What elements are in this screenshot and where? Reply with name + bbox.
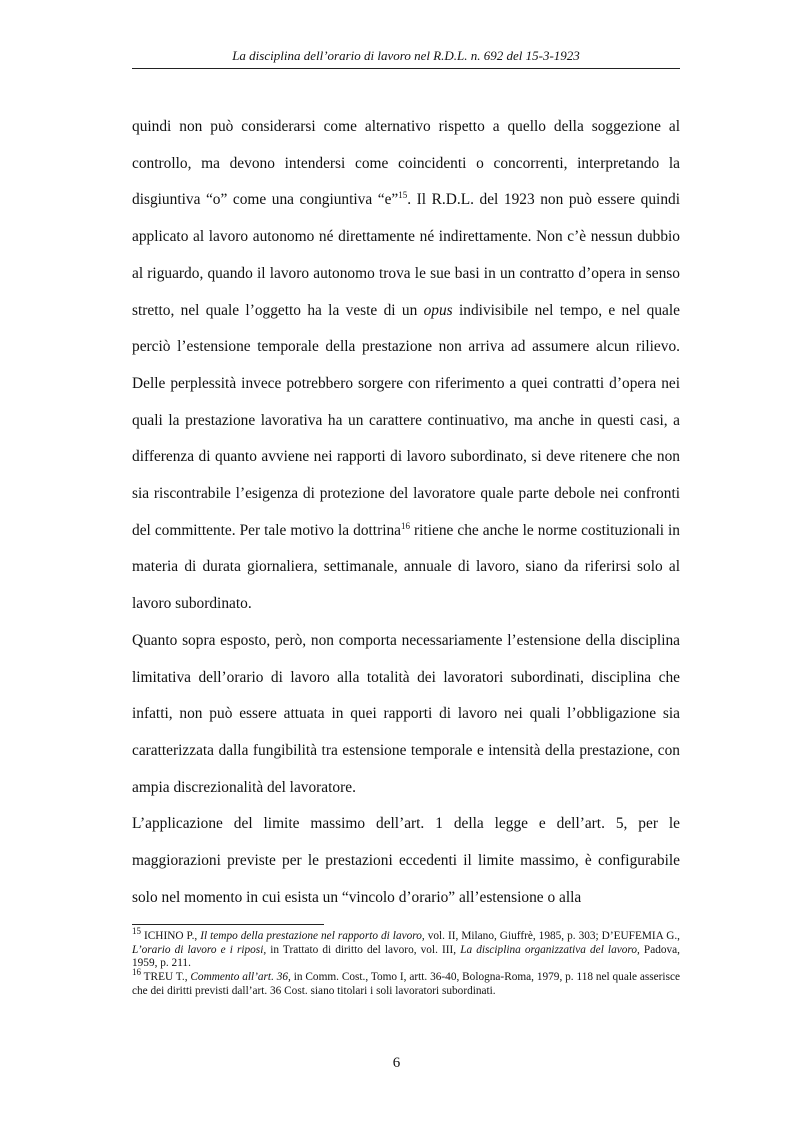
page-number: 6 bbox=[392, 1055, 401, 1071]
footnote-15-text-d: Padova, 1959, p. 211. bbox=[132, 943, 680, 970]
footnote-ref-16[interactable]: 16 bbox=[401, 520, 411, 531]
footnote-15-text-b: vol. II, Milano, Giuffrè, 1985, p. 303; D’EUFEMIA G., bbox=[424, 930, 680, 942]
opus-italic: opus bbox=[423, 301, 453, 319]
body-text bbox=[132, 109, 680, 916]
footnote-16-number: 16 bbox=[132, 967, 141, 978]
footnote-15-title-a: Il tempo della prestazione nel rapporto di lavoro, bbox=[200, 930, 425, 942]
running-header bbox=[132, 48, 680, 64]
paragraph-3: L’applicazione del limite massimo dell’art. 1 della legge e dell’art. 5, per le maggiorazioni previste per le prestazioni eccedenti il limite massimo, è configurabile solo nel momento in cui esista un “vincolo d’orario” all’estensione o alla bbox=[132, 815, 680, 906]
footnote-16-text-b: in Comm. Cost., Tomo I, artt. 36-40, Bologna-Roma, 1979, p. 118 nel quale asserisce che dei diritti previsti dall’art. 36 Cost. siano titolari i soli lavoratori subordinati. bbox=[132, 971, 680, 997]
footnote-15 bbox=[132, 926, 680, 971]
paragraph-1-text-d: ritiene che anche le norme costituzionali in materia di durata giornaliera, settimanale, annuale di lavoro, siano da riferirsi solo al lavoro subordinato. bbox=[132, 521, 681, 613]
footnote-ref-15[interactable]: 15 bbox=[398, 190, 408, 201]
footnote-16-title-a: Commento all’art. 36, bbox=[190, 971, 291, 984]
paragraph-1-text-b: . Il R.D.L. del 1923 non può essere quindi applicato al lavoro autonomo né direttamente né indirettamente. Non c’è nessun dubbio al riguardo, quando il lavoro autonomo trova le sue basi in un contratto d’opera in senso stretto, nel quale l’oggetto ha la veste di un bbox=[132, 191, 680, 319]
footnote-15-title-b: L’orario di lavoro e i riposi, bbox=[132, 943, 267, 956]
paragraph-1-text-a: quindi non può considerarsi come alternativo rispetto a quello della soggezione al controllo, ma devono intendersi come coincidenti o concorrenti, interpretando la disgiuntiva “o” come una congiuntiva “e” bbox=[132, 118, 680, 209]
footnote-16 bbox=[132, 967, 680, 998]
footnotes bbox=[132, 926, 680, 999]
paragraph-2: Quanto sopra esposto, però, non comporta necessariamente l’estensione della disciplina limitativa dell’orario di lavoro alla totalità dei lavoratori subordinati, disciplina che infatti, non può essere attuata in quei rapporti di lavoro nei quali l’obbligazione sia caratterizzata dalla fungibilità tra estensione temporale e intensità della prestazione, con ampia discrezionalità del lavoratore. bbox=[132, 631, 680, 796]
paragraph-1-text-c: indivisibile nel tempo, e nel quale perciò l’estensione temporale della prestazione non arriva ad assumere alcun rilievo. Delle perplessità invece potrebbero sorgere con riferimento a quei contratti d’opera nei quali la prestazione lavorativa ha un carattere continuativo, ma anche in questi casi, a differenza di quanto avviene nei rapporti di lavoro subordinato, si deve ritenere che non sia riscontrabile l’esigenza di protezione del lavoratore quale parte debole nei confronti del committente. Per tale motivo la dottrina bbox=[132, 301, 680, 539]
footnote-15-text-c: in Trattato di diritto del lavoro, vol. III, bbox=[266, 943, 461, 956]
footnote-15-title-c: La disciplina organizzativa del lavoro, bbox=[460, 943, 640, 956]
header-title: La disciplina dell’orario di lavoro nel R.D.L. n. 692 del 15-3-1923 bbox=[232, 48, 580, 63]
footnote-16-text-a: TREU T., bbox=[141, 971, 191, 984]
paragraph-1 bbox=[132, 109, 680, 623]
footnote-separator bbox=[132, 924, 324, 925]
footnote-15-number: 15 bbox=[132, 926, 141, 937]
header-underline bbox=[132, 68, 680, 69]
footnote-15-text-a: ICHINO P., bbox=[141, 930, 201, 942]
